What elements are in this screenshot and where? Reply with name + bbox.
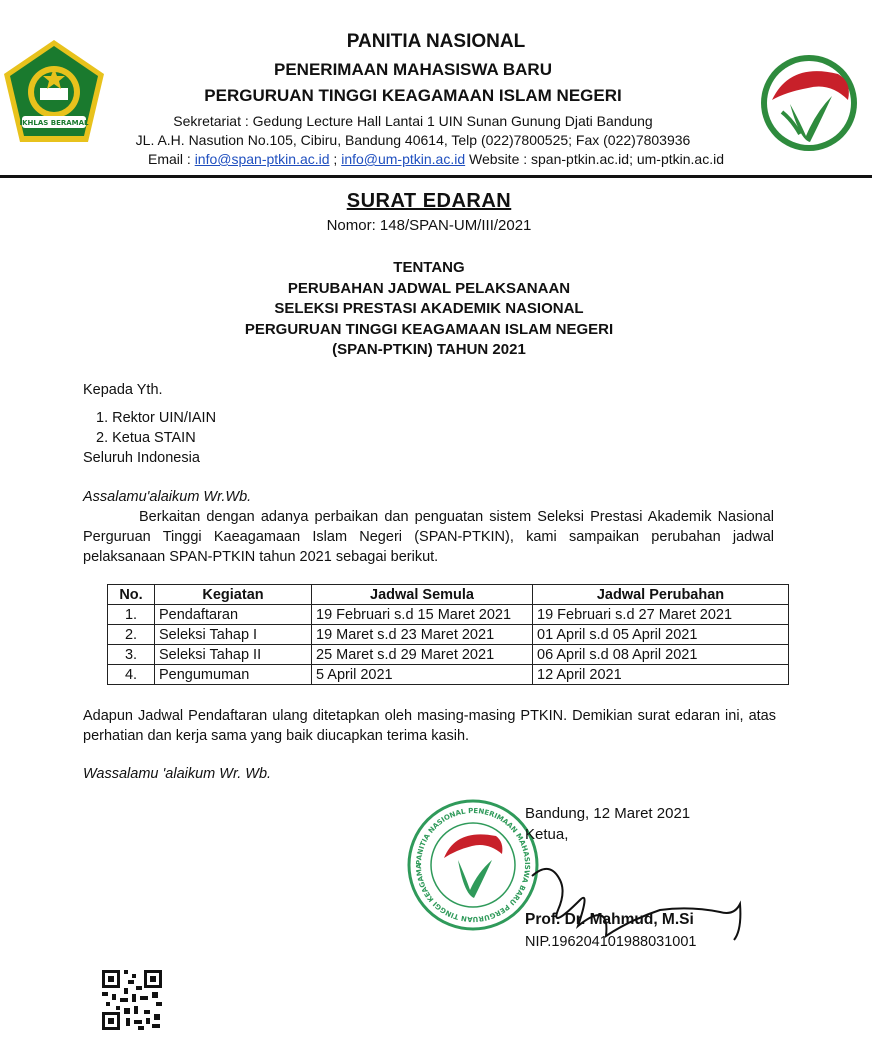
cell-no: 4. xyxy=(108,665,155,685)
table-row xyxy=(108,625,789,645)
cell-activity: Pendaftaran xyxy=(155,605,312,625)
recipient-item: 1. Rektor UIN/IAIN xyxy=(96,410,217,426)
cell-no: 1. xyxy=(108,605,155,625)
sign-place-date: Bandung, 12 Maret 2021 xyxy=(525,805,691,822)
recipient-region: Seluruh Indonesia xyxy=(83,450,200,466)
website-text: Website : span-ptkin.ac.id; um-ptkin.ac.id xyxy=(465,151,724,167)
header-subtitle: PENERIMAAN MAHASISWA BARU xyxy=(274,60,552,79)
subject-line: TENTANG xyxy=(393,259,465,276)
closing-greeting: Wassalamu 'alaikum Wr. Wb. xyxy=(83,766,272,782)
column-header: No. xyxy=(108,585,155,605)
qr-code xyxy=(100,968,164,1032)
table-row xyxy=(108,665,789,685)
email-label: Email : xyxy=(148,151,195,167)
letter-subject xyxy=(0,258,858,361)
schedule-table xyxy=(107,584,789,685)
email-separator: ; xyxy=(329,151,342,167)
signatory-nip: NIP.196204101988031001 xyxy=(525,934,697,950)
cell-new-schedule: 19 Februari s.d 27 Maret 2021 xyxy=(533,605,789,625)
letter-number: Nomor: 148/SPAN-UM/III/2021 xyxy=(326,217,532,234)
email-link-span[interactable]: info@span-ptkin.ac.id xyxy=(194,151,330,167)
stamp-text: PANITIA NASIONAL PENERIMAAN MAHASISWA BARU PERGURUAN TINGGI KEAGAMA xyxy=(414,806,532,924)
cell-original-schedule: 25 Maret s.d 29 Maret 2021 xyxy=(312,645,533,665)
table-row xyxy=(108,605,789,625)
logo-motto: IKHLAS BERAMAL xyxy=(19,119,89,127)
sign-role: Ketua, xyxy=(525,826,569,843)
header-secretariat: Sekretariat : Gedung Lecture Hall Lantai 1 UIN Sunan Gunung Djati Bandung xyxy=(173,113,653,129)
header-address: JL. A.H. Nasution No.105, Cibiru, Bandung 40614, Telp (022)7800525; Fax (022)7803936 xyxy=(135,132,691,148)
column-header: Jadwal Semula xyxy=(312,585,533,605)
cell-no: 3. xyxy=(108,645,155,665)
subject-line: (SPAN-PTKIN) TAHUN 2021 xyxy=(332,341,526,358)
cell-original-schedule: 19 Maret s.d 23 Maret 2021 xyxy=(312,625,533,645)
addressee-label: Kepada Yth. xyxy=(83,382,163,398)
email-link-um[interactable]: info@um-ptkin.ac.id xyxy=(341,151,466,167)
subject-line: PERUBAHAN JADWAL PELAKSANAAN xyxy=(287,279,571,297)
subject-line: PERGURUAN TINGGI KEAGAMAAN ISLAM NEGERI xyxy=(244,320,614,338)
cell-no: 2. xyxy=(108,625,155,645)
column-header: Kegiatan xyxy=(155,585,312,605)
column-header: Jadwal Perubahan xyxy=(533,585,789,605)
cell-activity: Seleksi Tahap I xyxy=(155,625,312,645)
header-divider xyxy=(0,175,872,178)
cell-activity: Seleksi Tahap II xyxy=(155,645,312,665)
header-contact xyxy=(0,151,872,167)
letter-title: SURAT EDARAN xyxy=(346,190,512,212)
signatory-name: Prof. Dr. Mahmud, M.Si xyxy=(525,911,694,928)
greeting: Assalamu'alaikum Wr.Wb. xyxy=(83,489,252,505)
cell-new-schedule: 12 April 2021 xyxy=(533,665,789,685)
header-institution: PERGURUAN TINGGI KEAGAMAAN ISLAM NEGERI xyxy=(204,86,622,105)
table-row xyxy=(108,645,789,665)
cell-new-schedule: 01 April s.d 05 April 2021 xyxy=(533,625,789,645)
cell-original-schedule: 5 April 2021 xyxy=(312,665,533,685)
body-paragraph-1: Berkaitan dengan adanya perbaikan dan penguatan sistem Seleksi Prestasi Akademik Nasional Perguruan Tinggi Kaeagamaan Islam Negeri (SPAN-PTKIN), kami sampaikan perubahan jadwal pelaksanaan SPAN-PTKIN tahun 2021 sebagai berikut. xyxy=(83,509,774,565)
recipient-item: 2. Ketua STAIN xyxy=(96,430,196,446)
cell-new-schedule: 06 April s.d 08 April 2021 xyxy=(533,645,789,665)
header-org: PANITIA NASIONAL xyxy=(346,31,526,52)
cell-original-schedule: 19 Februari s.d 15 Maret 2021 xyxy=(312,605,533,625)
cell-activity: Pengumuman xyxy=(155,665,312,685)
body-paragraph-2: Adapun Jadwal Pendaftaran ulang ditetapkan oleh masing-masing PTKIN. Demikian surat edaran ini, atas perhatian dan kerja sama yang baik diucapkan terima kasih. xyxy=(83,708,776,744)
subject-line: SELEKSI PRESTASI AKADEMIK NASIONAL xyxy=(274,300,584,317)
table-header-row xyxy=(108,585,789,605)
